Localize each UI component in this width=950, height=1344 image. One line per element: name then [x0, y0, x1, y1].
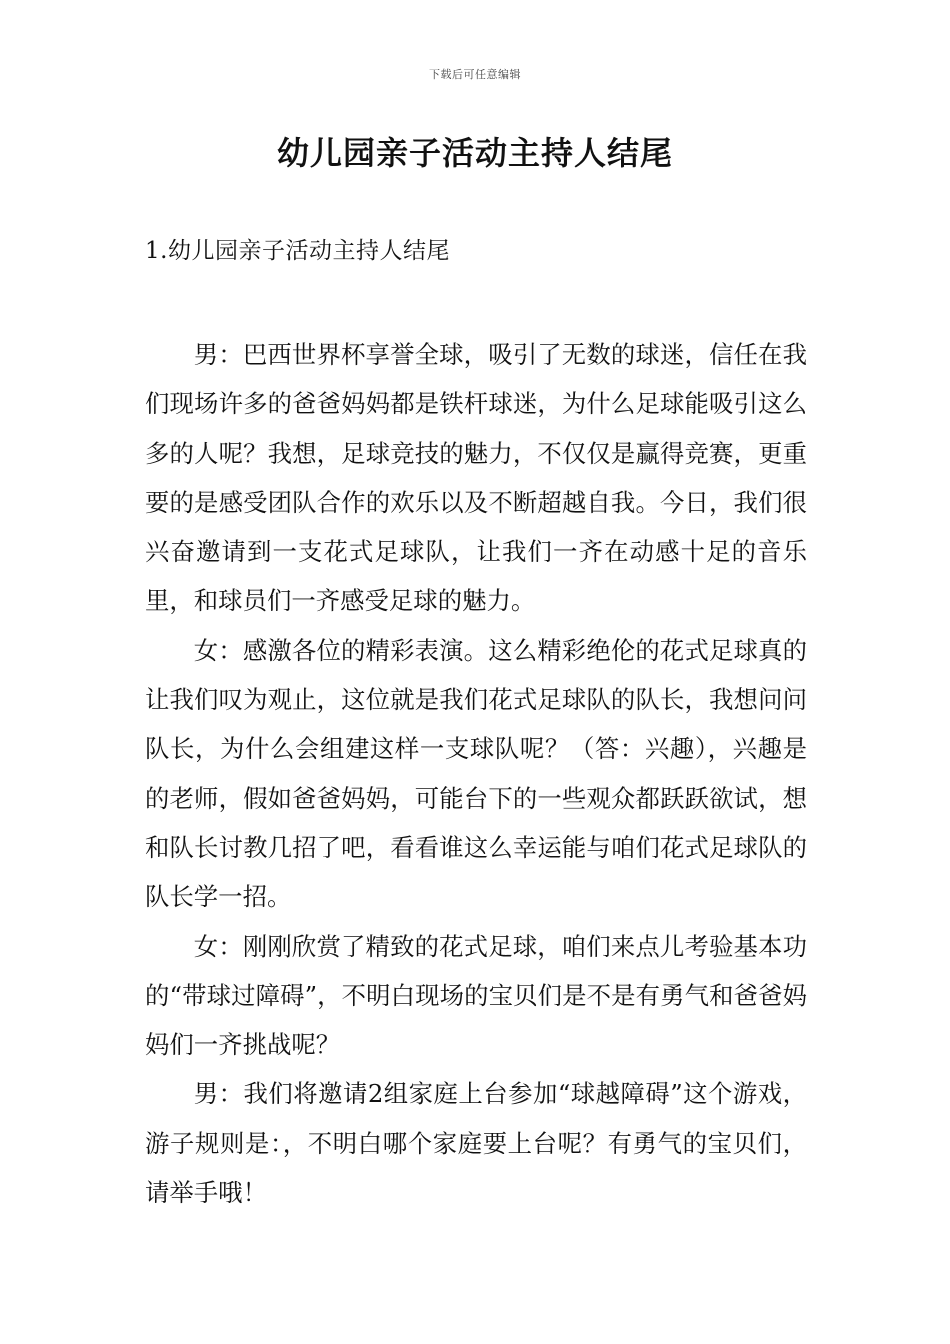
section-heading: 1.幼儿园亲子活动主持人结尾 — [145, 238, 450, 264]
paragraph-male-invite: 男：我们将邀请2组家庭上台参加“球越障碍”这个游戏，游子规则是：，不明白哪个家庭要上台呢？有勇气的宝贝们，请举手哦！ — [145, 1079, 807, 1208]
header-note: 下载后可任意编辑 — [429, 68, 521, 81]
paragraph-male-intro: 男：巴西世界杯享誉全球，吸引了无数的球迷，信任在我们现场许多的爸爸妈妈都是铁杆球迷，为什么足球能吸引这么多的人呢？我想，足球竞技的魅力，不仅仅是赢得竞赛，更重要的是感受团队合作的欢乐以及不断超越自我。今日，我们很兴奋邀请到一支花式足球队，让我们一齐在动感十足的音乐里，和球员们一齐感受足球的魅力。 — [145, 340, 807, 616]
page-title: 幼儿园亲子活动主持人结尾 — [276, 134, 673, 172]
document-body — [145, 330, 807, 1217]
paragraph-female-thanks: 女：感激各位的精彩表演。这么精彩绝伦的花式足球真的让我们叹为观止，这位就是我们花式足球队的队长，我想问问队长，为什么会组建这样一支球队呢？（答：兴趣），兴趣是的老师，假如爸爸妈妈，可能台下的一些观众都跃跃欲试，想和队长讨教几招了吧，看看谁这么幸运能与咱们花式足球队的队长学一招。 — [145, 635, 807, 912]
paragraph-female-challenge: 女：刚刚欣赏了精致的花式足球，咱们来点儿考验基本功的“带球过障碍”，不明白现场的宝贝们是不是有勇气和爸爸妈妈们一齐挑战呢？ — [145, 931, 807, 1060]
